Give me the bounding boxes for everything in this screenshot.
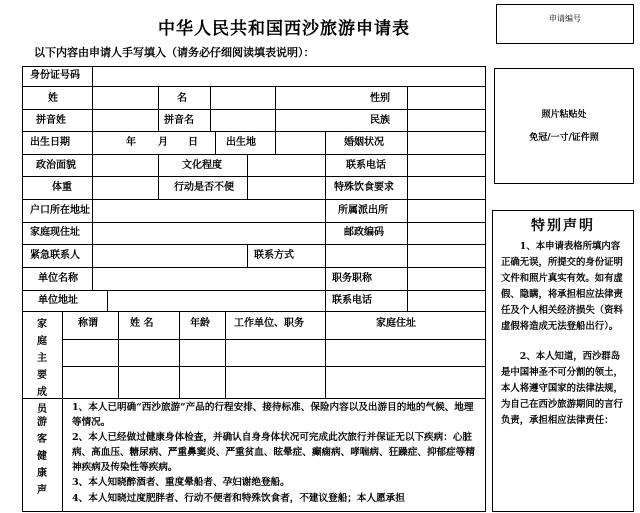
declaration-paragraph-1: 1、本申请表格所填内容正确无误，所提交的身份证明文件和照片真实有效。如有虚假、隐瞒，将承担相应法律责任及个人相关经济损失（资料虚假将造成无法登船出行）。 xyxy=(501,241,623,332)
vertical-char: 家 xyxy=(37,319,47,330)
family-col-employer: 工作单位、职务 xyxy=(234,318,304,329)
application-number-label: 申请编号 xyxy=(549,14,581,23)
family-col-relation: 称谓 xyxy=(78,318,98,329)
month-label: 月 xyxy=(158,137,168,148)
education-label: 文化程度 xyxy=(182,160,222,171)
vertical-char: 庭 xyxy=(37,336,47,347)
application-number-box[interactable] xyxy=(496,4,634,44)
home-address-label: 家庭现住址 xyxy=(30,227,80,238)
family-col-name: 姓 名 xyxy=(130,318,154,329)
special-diet-label: 特殊饮食要求 xyxy=(334,182,394,193)
vertical-char: 主 xyxy=(37,353,47,364)
phone-label: 联系电话 xyxy=(346,160,386,171)
health-note-2: 2、本人已经做过健康身体检查，并确认自身身体状况可完成此次旅行并保证无以下疾病：心脏病、高血压、糖尿病、严重鼻窦炎、严重贫血、眩晕症、癫痫病、哮喘病、狂躁症、抑郁症等精神疾病及传染性等疾病。 xyxy=(72,432,475,473)
photo-label: 照片粘贴处 xyxy=(541,110,587,120)
vertical-char: 员 xyxy=(37,404,47,415)
vertical-char: 健 xyxy=(37,451,47,462)
application-form xyxy=(22,66,486,512)
vertical-char: 要 xyxy=(37,370,47,381)
vertical-char: 成 xyxy=(37,387,47,398)
id-number-label: 身份证号码 xyxy=(30,70,80,81)
vertical-char: 游 xyxy=(37,417,47,428)
family-section-label xyxy=(36,316,48,418)
day-label: 日 xyxy=(188,137,198,148)
emergency-contact-label: 紧急联系人 xyxy=(30,250,80,261)
vertical-char: 客 xyxy=(37,434,47,445)
weight-label: 体重 xyxy=(52,182,72,193)
contact-method-label: 联系方式 xyxy=(254,250,294,261)
pinyin-given-label: 拼音名 xyxy=(164,115,194,126)
family-col-address: 家庭住址 xyxy=(376,318,416,329)
employer-address-label: 单位地址 xyxy=(38,295,78,306)
surname-label: 姓 xyxy=(48,93,58,104)
employer-name-label: 单位名称 xyxy=(38,273,78,284)
health-note-3: 3、本人知晓醉酒者、重度晕船者、孕妇谢绝登船。 xyxy=(72,477,290,488)
employer-phone-label: 联系电话 xyxy=(332,295,372,306)
health-note-1: 1、本人已明确“西沙旅游”产品的行程安排、接待标准、保险内容以及出游目的地的气候、地理等情况。 xyxy=(72,402,474,428)
police-station-label: 所属派出所 xyxy=(338,205,388,216)
birth-date-label: 出生日期 xyxy=(30,137,70,148)
page-title: 中华人民共和国西沙旅游申请表 xyxy=(158,19,410,39)
year-label: 年 xyxy=(126,137,136,148)
health-section-label xyxy=(36,414,48,499)
gender-label: 性别 xyxy=(370,93,390,104)
declaration-paragraph-2: 2、本人知道，西沙群岛是中国神圣不可分割的领土，本人将遵守国家的法律法规，为自己在西沙旅游期间的言行负责，承担相应法律责任： xyxy=(501,351,623,426)
vertical-char: 康 xyxy=(37,468,47,479)
pinyin-surname-label: 拼音姓 xyxy=(36,115,66,126)
photo-box[interactable] xyxy=(494,68,634,184)
special-declaration xyxy=(492,210,634,512)
vertical-char: 声 xyxy=(37,485,47,496)
health-note-4: 4、本人知晓过度肥胖者、行动不便者和特殊饮食者，不建议登船；本人愿承担 xyxy=(72,493,405,504)
instruction-text: 以下内容由申请人手写填入（请务必仔细阅读填表说明）： xyxy=(34,46,315,59)
ethnicity-label: 民族 xyxy=(370,115,390,126)
position-title-label: 职务职称 xyxy=(332,273,372,284)
family-col-age: 年龄 xyxy=(190,318,210,329)
given-name-label: 名 xyxy=(177,93,187,104)
birthplace-label: 出生地 xyxy=(226,137,256,148)
declaration-title: 特别声明 xyxy=(531,218,595,234)
mobility-label: 行动是否不便 xyxy=(174,182,234,193)
marital-status-label: 婚姻状况 xyxy=(344,137,384,148)
hukou-address-label: 户口所在地址 xyxy=(30,205,90,216)
political-status-label: 政治面貌 xyxy=(36,160,76,171)
postal-code-label: 邮政编码 xyxy=(344,227,384,238)
photo-spec: 免冠/一寸/证件照 xyxy=(529,133,599,143)
